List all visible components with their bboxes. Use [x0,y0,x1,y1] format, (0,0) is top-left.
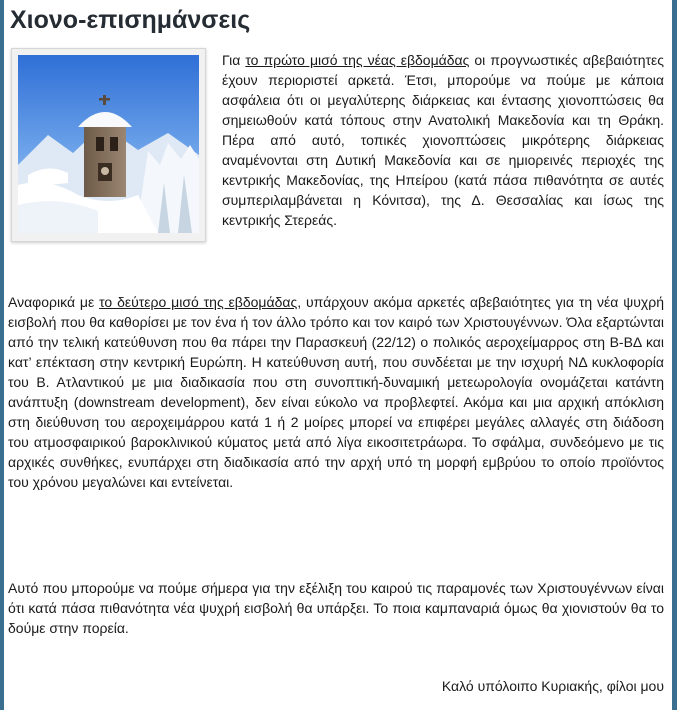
post-image[interactable] [11,48,206,242]
paragraph-2 [8,292,664,492]
paragraph-1-text-before: Για [222,52,246,68]
paragraph-3: Αυτό που μπορούμε να πούμε σήμερα για την εξέλιξη του καιρού τις παραμονές των Χριστουγέννων είναι ότι κατά πάσα πιθανότητα νέα ψυχρή εισβολή θα υπάρξει. Το ποια καμπαναριά όμως θα χιονιστούν θα το δούμε στην πορεία. [8,580,664,636]
page-frame-left [0,0,4,710]
paragraph-1-text-after: οι προγνωστικές αβεβαιότητες έχουν περιοριστεί αρκετά. Έτσι, μπορούμε να πούμε με κάποια ασφάλεια ότι οι μεγαλύτερης διάρκειας και έντασης χιονοπτώσεις θα σημειωθούν κατά τόπους στην Ανατολική Μακεδονία και τη Θράκη. Πέρα από αυτό, τοπικές χιονοπτώσεις μικρότερης διάρκειας αναμένονται στη Δυτική Μακεδονία και σε ημιορεινές περιοχές της κεντρικής Μακεδονίας, της Ηπείρου (κατά πάσα πιθανότητα σε αυτές συμπεριλαμβάνεται η Κόνιτσα), της Δ. Θεσσαλίας και ίσως της κεντρικής Στερεάς. [222,52,664,228]
snowy-bell-tower-photo [18,55,199,233]
first-half-week-link[interactable]: το πρώτο μισό της νέας εβδομάδας [245,52,470,68]
second-half-week-link[interactable]: το δεύτερο μισό της εβδομάδας [99,294,298,310]
paragraph-1 [222,50,664,230]
post-signoff: Καλό υπόλοιπο Κυριακής, φίλοι μου [441,678,664,694]
post-title: Χιονο-επισημάνσεις [10,6,251,34]
paragraph-2-text-after: , υπάρχουν ακόμα αρκετές αβεβαιότητες για τη νέα ψυχρή εισβολή που θα καθορίσει με τον ένα ή τον άλλο τρόπο και τον καιρό των Χριστουγέννων. Όλα εξαρτώνται από την τελική κατεύθυνση που θα πάρει την Παρασκευή (22/12) ο πολικός αεροχείμαρρος στη Β-ΒΔ και κατ’ επέκταση στην κεντρική Ευρώπη. Η κατεύθυνση αυτή, που συνδέεται με την ισχυρή ΝΔ κυκλοφορία του Β. Ατλαντικού με μια διαδικασία που στη συνοπτική-δυναμική μετεωρολογία ονομάζεται κατάντη ανάπτυξη (downstream development), δεν είναι εύκολο να προβλεφτεί. Ακόμα και μια αρχική απόκλιση στη διεύθυνση του αεροχειμάρρου κατά 1 ή 2 μοίρες μπορεί να επιφέρει μεγάλες αλλαγές στη διάδοση του ατμοσφαιρικού βαροκλινικού κύματος μετά από λίγα εικοσιτετράωρα. Το σφάλμα, συνδεόμενο με τις αρχικές συνθήκες, ενυπάρχει στη διαδικασία από την αρχή υπό τη μορφή εμβρύου το οποίο προϊόντος του χρόνου μεγαλώνει και εντείνεται. [8,294,664,490]
paragraph-2-text-before: Αναφορικά με [8,294,100,310]
page-frame-right [672,0,677,710]
